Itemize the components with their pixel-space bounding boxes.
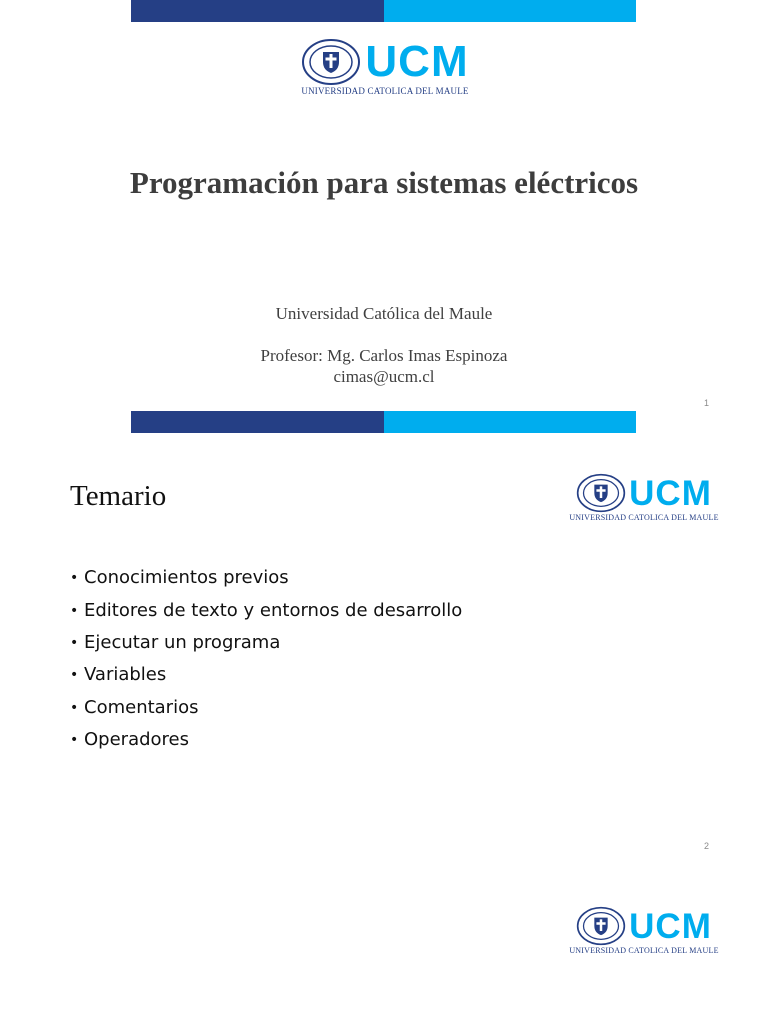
slide1-top-color-bar [131,0,636,22]
list-item: • Comentarios [70,692,462,724]
list-item: • Operadores [70,724,462,756]
institution-name: Universidad Católica del Maule [275,304,493,323]
professor-email: cimas@ucm.cl [333,367,435,386]
page-number: 1 [704,398,710,408]
ucm-crest-icon [576,473,626,513]
logo-subtitle: UNIVERSIDAD CATOLICA DEL MAULE [569,946,719,955]
ucm-wordmark: UCM [365,37,469,86]
dark-blue-bar-segment [131,411,384,433]
bullet-icon: • [70,634,79,651]
list-item: • Editores de texto y entornos de desarrollo [70,594,462,626]
page-number: 2 [704,841,710,851]
ucm-wordmark: UCM [629,906,712,946]
light-blue-bar-segment [384,411,636,433]
slide2-top-color-bar [131,411,636,433]
bullet-icon: • [70,667,79,684]
ucm-wordmark: UCM [629,473,712,513]
slide1-ucm-logo [276,38,494,96]
dark-blue-bar-segment [131,0,384,22]
light-blue-bar-segment [384,0,636,22]
slide-heading: Temario [70,480,167,512]
list-item: • Conocimientos previos [70,562,462,594]
slide2-ucm-logo [556,473,732,522]
bullet-icon: • [70,570,79,587]
bullet-icon: • [70,699,79,716]
ucm-crest-icon [576,906,626,946]
slide3-ucm-logo [556,906,732,955]
ucm-crest-icon [301,38,361,86]
list-item: • Variables [70,659,462,691]
logo-subtitle: UNIVERSIDAD CATOLICA DEL MAULE [569,513,719,522]
bullet-icon: • [70,602,79,619]
list-item: • Ejecutar un programa [70,627,462,659]
topic-list [70,562,462,756]
logo-subtitle: UNIVERSIDAD CATOLICA DEL MAULE [301,86,469,96]
professor-name: Profesor: Mg. Carlos Imas Espinoza [260,346,508,365]
bullet-icon: • [70,732,79,749]
slide-title: Programación para sistemas eléctricos [129,165,639,200]
